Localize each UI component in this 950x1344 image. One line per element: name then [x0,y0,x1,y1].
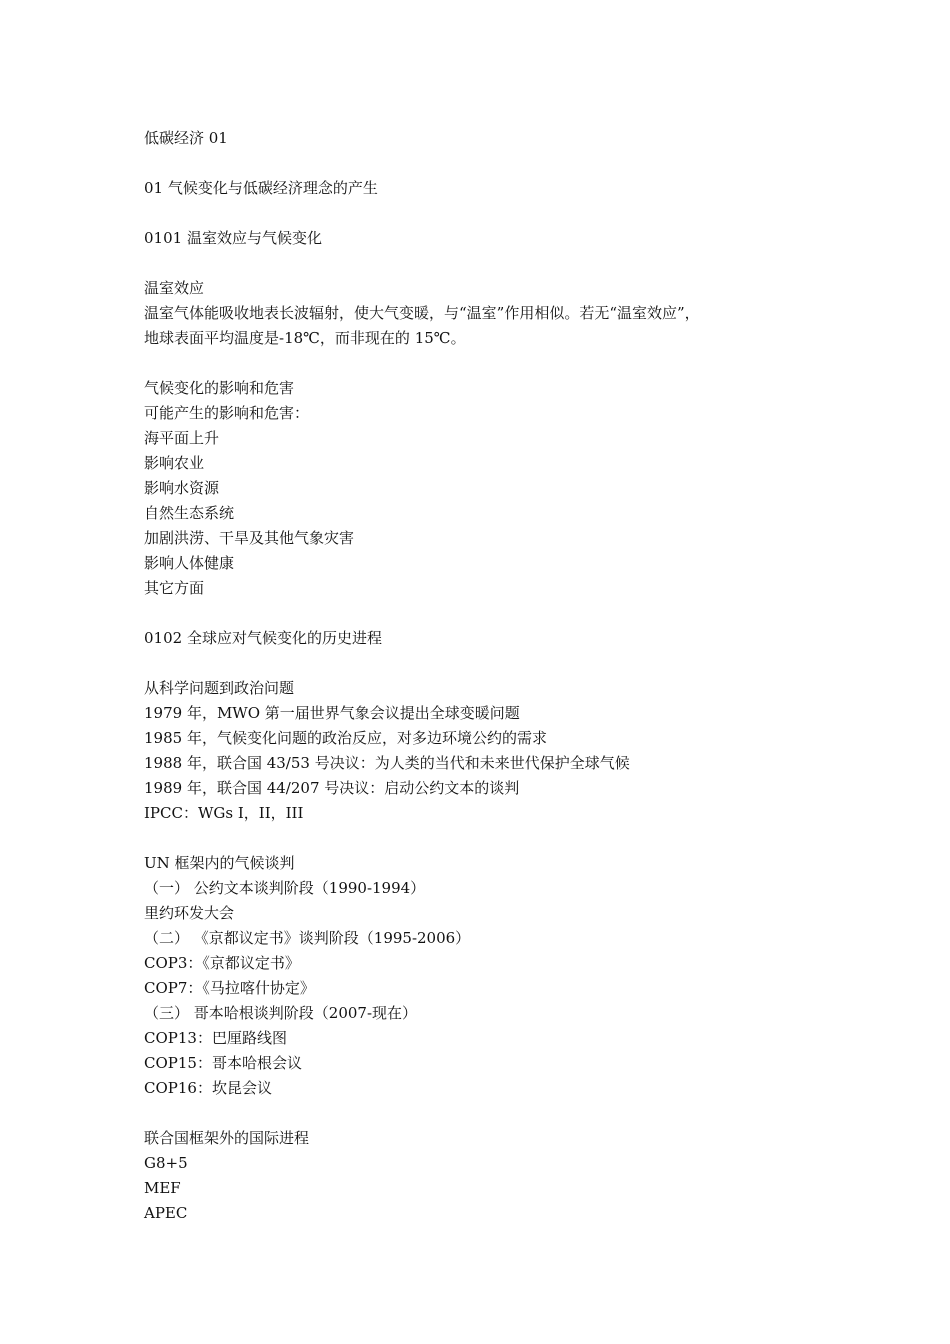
list-item: APEC [144,1204,188,1222]
list-item: 自然生态系统 [144,504,235,522]
list-item: 1985 年，气候变化问题的政治反应，对多边环境公约的需求 [144,729,547,747]
spacer [144,251,824,276]
outside-un-heading: 联合国框架外的国际进程 [144,1129,310,1147]
list-item: 影响农业 [144,454,205,472]
list-item: COP16：坎昆会议 [144,1079,272,1097]
list-item: COP3：《京都议定书》 [144,954,300,972]
list-item: （一） 公约文本谈判阶段（1990-1994） [144,879,426,897]
spacer [144,601,824,626]
greenhouse-heading: 温室效应 [144,279,205,297]
section-heading-0101: 0101 温室效应与气候变化 [144,229,322,247]
list-item: 其它方面 [144,579,205,597]
section-heading-0102: 0102 全球应对气候变化的历史进程 [144,629,382,647]
list-item: COP7：《马拉喀什协定》 [144,979,315,997]
chapter-heading: 01 气候变化与低碳经济理念的产生 [144,179,378,197]
document-page [144,126,824,1226]
list-item: 1979 年，MWO 第一届世界气象会议提出全球变暖问题 [144,704,520,722]
list-item: （三） 哥本哈根谈判阶段（2007-现在） [144,1004,418,1022]
greenhouse-text-line: 地球表面平均温度是-18℃，而非现在的 15℃。 [144,329,466,347]
spacer [144,201,824,226]
list-item: IPCC：WGs I，II，III [144,804,304,822]
list-item: 影响人体健康 [144,554,235,572]
list-item: 影响水资源 [144,479,220,497]
list-item: 里约环发大会 [144,904,235,922]
document-title: 低碳经济 01 [144,129,228,147]
spacer [144,351,824,376]
list-item: 1988 年，联合国 43/53 号决议：为人类的当代和未来世代保护全球气候 [144,754,630,772]
spacer [144,826,824,851]
list-item: COP15：哥本哈根会议 [144,1054,302,1072]
list-item: 加剧洪涝、干旱及其他气象灾害 [144,529,355,547]
list-item: MEF [144,1179,181,1197]
list-item: 1989 年，联合国 44/207 号决议：启动公约文本的谈判 [144,779,520,797]
impacts-heading: 气候变化的影响和危害 [144,379,295,397]
list-item: COP13：巴厘路线图 [144,1029,287,1047]
greenhouse-text-line: 温室气体能吸收地表长波辐射，使大气变暖，与“温室”作用相似。若无“温室效应”， [144,304,700,322]
list-item: G8+5 [144,1154,188,1172]
spacer [144,151,824,176]
spacer [144,651,824,676]
list-item: （二） 《京都议定书》谈判阶段（1995-2006） [144,929,471,947]
un-heading: UN 框架内的气候谈判 [144,854,295,872]
list-item: 海平面上升 [144,429,220,447]
spacer [144,1101,824,1126]
science-heading: 从科学问题到政治问题 [144,679,295,697]
impacts-intro: 可能产生的影响和危害： [144,404,310,422]
